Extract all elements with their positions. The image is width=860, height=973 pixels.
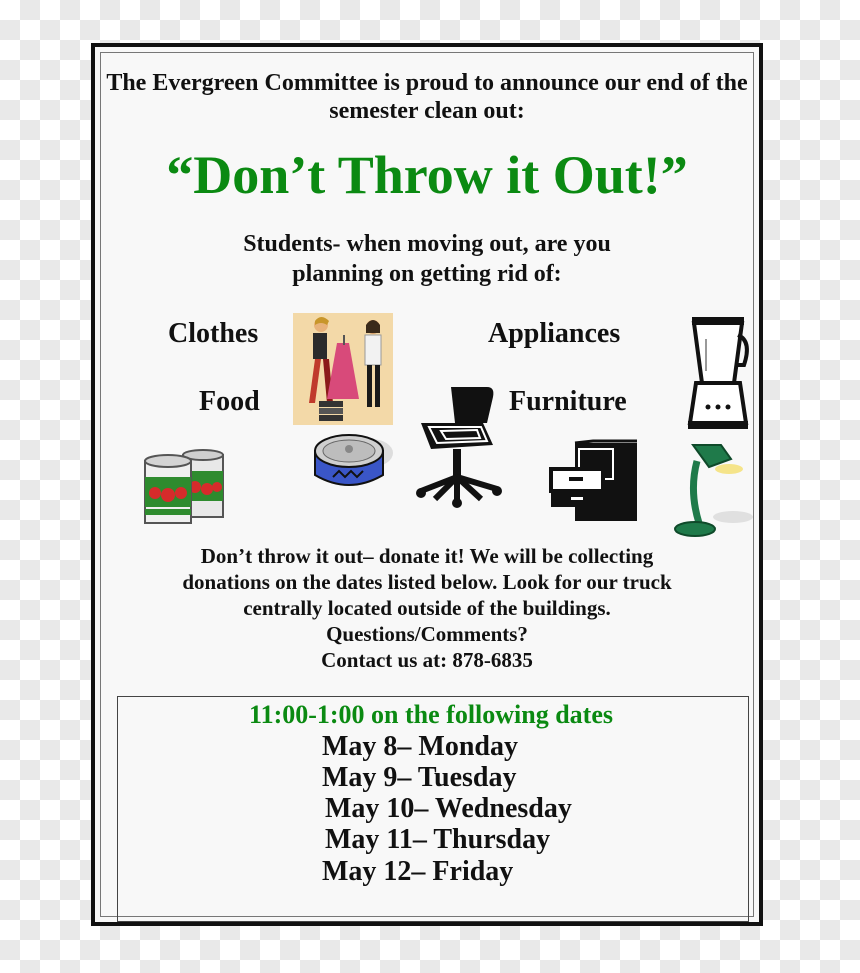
schedule-date: May 9– Tuesday <box>322 762 517 793</box>
body-line-1: Don’t throw it out– donate it! We will be collecting <box>200 544 654 568</box>
office-chair-icon <box>413 383 503 509</box>
schedule-heading: 11:00-1:00 on the following dates <box>249 700 613 729</box>
shoppers-clipart-icon <box>293 313 393 425</box>
headline: “Don’t Throw it Out!” <box>166 145 688 205</box>
category-clothes: Clothes <box>168 318 259 349</box>
schedule-box <box>117 696 749 922</box>
tuna-can-icon <box>311 429 393 493</box>
body-line-2: donations on the dates listed below. Look for our truck <box>182 570 672 594</box>
category-furniture: Furniture <box>509 386 627 417</box>
body-text <box>95 543 759 673</box>
question-line-1: Students- when moving out, are you <box>243 231 611 257</box>
schedule-date: May 12– Friday <box>322 856 514 887</box>
intro-text: The Evergreen Committee is proud to announce our end of the semester clean out: <box>106 70 748 124</box>
question-line-2: planning on getting rid of: <box>292 261 562 287</box>
desk-lamp-icon <box>673 439 755 539</box>
question-text <box>95 229 759 289</box>
body-line-3: centrally located outside of the buildings. <box>243 596 611 620</box>
category-food: Food <box>199 386 260 417</box>
schedule-date: May 10– Wednesday <box>325 793 572 824</box>
blender-icon <box>678 315 758 433</box>
filing-cabinet-icon <box>549 439 641 523</box>
canned-food-icon <box>143 447 227 527</box>
category-appliances: Appliances <box>488 318 621 349</box>
flyer <box>91 43 763 926</box>
body-line-5: Contact us at: 878-6835 <box>321 648 533 672</box>
schedule-date: May 11– Thursday <box>325 824 551 855</box>
body-line-4: Questions/Comments? <box>326 622 528 646</box>
schedule-date: May 8– Monday <box>322 731 518 762</box>
